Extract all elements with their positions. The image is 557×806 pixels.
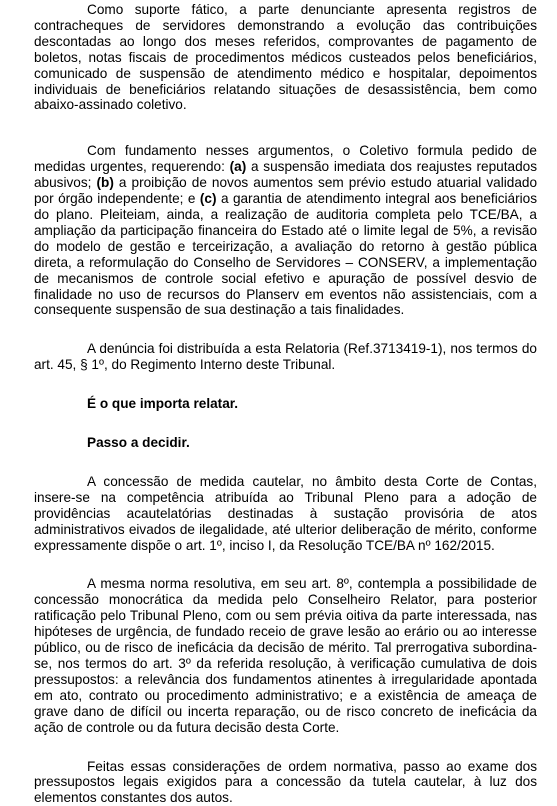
document-page [34,2,537,806]
paragraph-legal-assumptions: Feitas essas considerações de ordem normativa, passo ao exame dos pressupostos legais exigidos para a concessão da tutela cautelar, à luz dos elementos constantes dos autos. [34,758,537,806]
heading-decision: Passo a decidir. [87,435,190,451]
item-c-text: a garantia de atendimento integral aos beneficiários do plano. Pleiteiam, ainda, a realização de auditoria completa pelo TCE/BA, a ampliação da participação financeira do Estado até o limite legal de 5%, a revisão do modelo de gestão e terceirização, a avaliação do retorno à gestão pública direta, a reformulação do Conselho de Servidores – CONSERV, a implementação de mecanismos de controle social efetivo e apuração de possível desvio de finalidade no uso de recursos do Planserv em eventos não assistenciais, com a consequente suspensão de sua destinação a tais finalidades. [34,191,537,318]
paragraph-resolution-norm: A mesma norma resolutiva, em seu art. 8º, contempla a possibilidade de concessão monocrática da medida pelo Conselheiro Relator, para posterior ratificação pelo Tribunal Pleno, com ou sem prévia oitiva da parte interessada, nas hipóteses de urgência, de fundado receio de grave lesão ao erário ou ao interesse público, ou de risco de ineficácia da decisão de mérito. Tal prerrogativa subordina-se, nos termos do art. 3º da referida resolução, à verificação cumulativa de dois pressupostos: a relevância dos fundamentos atinentes à irregularidade apontada em ato, contrato ou procedimento administrativo; e a existência de ameaça de grave dano de difícil ou incerta reparação, ou de risco concreto de ineficácia da ação de controle ou da futura decisão desta Corte. [34,576,537,735]
item-b-text: a proibição de novos aumentos sem prévio estudo atuarial validado por órgão independente; e [34,175,537,207]
item-a-label: (a) [229,159,247,175]
paragraph-precautionary-measure: A concessão de medida cautelar, no âmbito desta Corte de Contas, insere-se na competência atribuída ao Tribunal Pleno para a adoção de providências acautelatórias destinadas à sustação provisória de atos administrativos eivados de ilegalidade, até ulterior deliberação de mérito, conforme expressamente dispõe o art. 1º, inciso I, da Resolução TCE/BA nº 162/2015. [34,473,537,553]
paragraph-urgent-measures [34,143,537,318]
paragraph-distribution: A denúncia foi distribuída a esta Relatoria (Ref.3713419-1), nos termos do art. 45, § 1º, do Regimento Interno deste Tribunal. [34,341,537,373]
heading-report-conclusion: É o que importa relatar. [87,396,239,412]
paragraph-factual-support: Como suporte fático, a parte denunciante apresenta registros de contracheques de servidores demonstrando a evolução das contribuições descontadas ao longo dos meses referidos, comprovantes de pagamento de boletos, notas fiscais de procedimentos médicos custeados pelos beneficiários, comunicado de suspensão de atendimento médico e hospitalar, depoimentos individuais de beneficiários relatando situações de desassistência, bem como abaixo-assinado coletivo. [34,2,537,113]
item-c-label: (c) [199,191,217,207]
item-a-text: a suspensão imediata dos reajustes reputados abusivos; [34,159,537,191]
item-b-label: (b) [96,175,114,191]
urgent-measures-intro: Com fundamento nesses argumentos, o Coletivo formula pedido de medidas urgentes, requerendo: [34,143,537,175]
